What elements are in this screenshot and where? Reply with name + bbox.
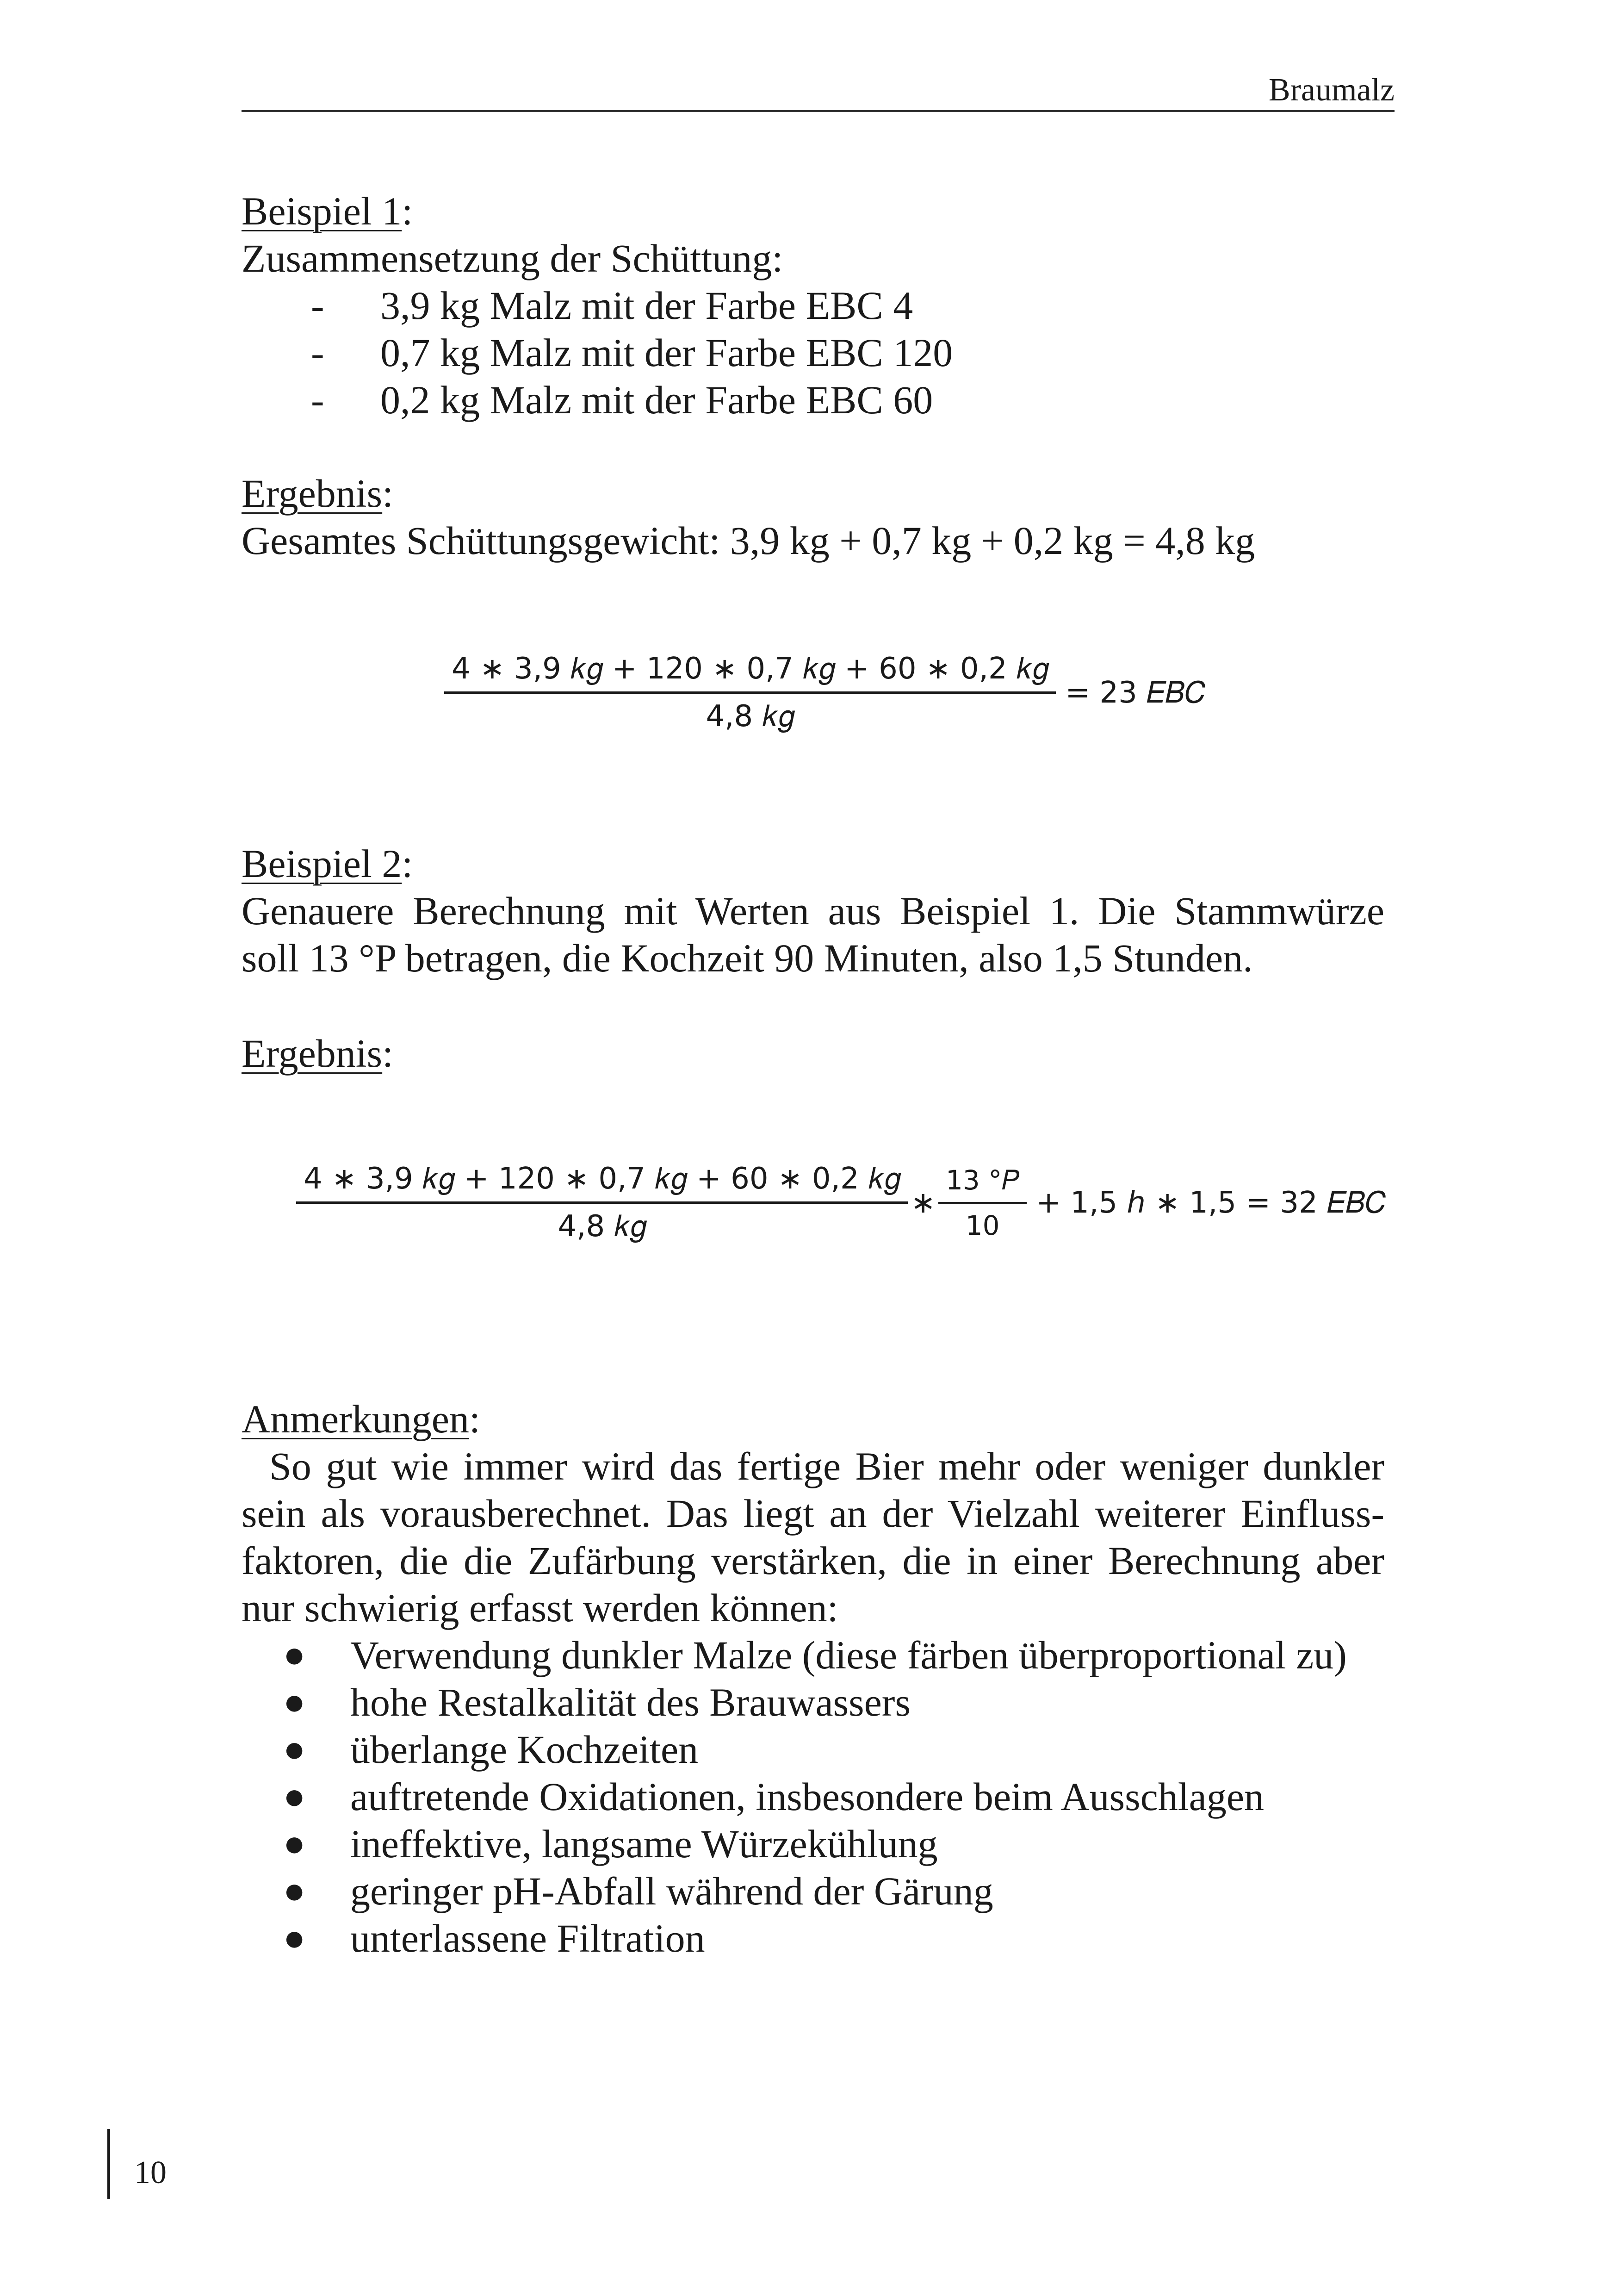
formula-numerator: 4 ∗ 3,9 𝑘𝑔 + 120 ∗ 0,7 𝑘𝑔 + 60 ∗ 0,2 𝑘𝑔 bbox=[304, 1162, 901, 1196]
example-2-heading: Beispiel 2: bbox=[242, 841, 413, 886]
bullet-icon: ● bbox=[283, 1823, 306, 1864]
formula-numerator: 4 ∗ 3,9 𝑘𝑔 + 120 ∗ 0,7 𝑘𝑔 + 60 ∗ 0,2 𝑘𝑔 bbox=[452, 652, 1049, 686]
example-1-heading: Beispiel 1: bbox=[242, 189, 413, 233]
notes-paragraph-line: nur schwierig erfasst werden können: bbox=[242, 1586, 838, 1630]
notes-paragraph-line: So gut wie immer wird das fertige Bier mehr oder weniger dunkler bbox=[269, 1444, 1384, 1488]
list-item: ● unterlassene Filtration bbox=[242, 1915, 1384, 1962]
factors-list bbox=[242, 1631, 1384, 1962]
bullet-icon: ● bbox=[283, 1918, 306, 1959]
bullet-icon: ● bbox=[283, 1776, 306, 1817]
formula-tail: + 1,5 ℎ ∗ 1,5 = 32 𝐸𝐵𝐶 bbox=[1036, 1185, 1387, 1220]
notes-section bbox=[242, 1395, 1384, 1962]
bullet-icon: ● bbox=[283, 1871, 306, 1911]
formula-fraction bbox=[296, 1162, 908, 1244]
result-heading: Ergebnis: bbox=[242, 1031, 394, 1076]
bullet-icon: ● bbox=[283, 1635, 306, 1675]
wort-numerator: 13 °𝑃 bbox=[946, 1164, 1020, 1196]
example-2-result bbox=[242, 1030, 1384, 1077]
list-item: - 0,2 kg Malz mit der Farbe EBC 60 bbox=[311, 378, 933, 422]
notes-paragraph-line: sein als vorausberechnet. Das liegt an der Vielzahl weiterer Einfluss- bbox=[242, 1491, 1384, 1536]
example-2-text-line: Genauere Berechnung mit Werten aus Beispiel 1. Die Stammwürze bbox=[242, 889, 1384, 933]
notes-paragraph-line: faktoren, die die Zufärbung verstärken, die in einer Berechnung aber bbox=[242, 1538, 1384, 1583]
multiply-operator: ∗ bbox=[911, 1185, 936, 1220]
list-item: ● überlange Kochzeiten bbox=[242, 1726, 1384, 1773]
example-2-text-line: soll 13 °P betragen, die Kochzeit 90 Minuten, also 1,5 Stunden. bbox=[242, 936, 1253, 980]
grain-bill-list bbox=[242, 282, 1384, 423]
list-item: - 0,7 kg Malz mit der Farbe EBC 120 bbox=[311, 330, 953, 375]
header-rule bbox=[242, 110, 1395, 112]
formula-result: = 23 𝐸𝐵𝐶 bbox=[1065, 675, 1206, 710]
list-item: ● geringer pH-Abfall während der Gärung bbox=[242, 1867, 1384, 1915]
example-1-section bbox=[242, 187, 1384, 423]
formula-ebc-simple bbox=[444, 652, 1215, 734]
formula-ebc-detailed bbox=[296, 1162, 1396, 1244]
page-number: 10 bbox=[134, 2155, 167, 2190]
example-1-result bbox=[242, 470, 1384, 564]
example-2-section bbox=[242, 840, 1384, 982]
result-heading: Ergebnis: bbox=[242, 471, 394, 516]
example-1-intro: Zusammensetzung der Schüttung: bbox=[242, 236, 783, 280]
formula-fraction bbox=[444, 652, 1056, 734]
bullet-icon: ● bbox=[283, 1682, 306, 1723]
list-item: ● Verwendung dunkler Malze (diese färben überproportional zu) bbox=[242, 1631, 1384, 1679]
list-item: ● ineffektive, langsame Würzekühlung bbox=[242, 1820, 1384, 1867]
total-weight-text: Gesamtes Schüttungsgewicht: 3,9 kg + 0,7 kg + 0,2 kg = 4,8 kg bbox=[242, 518, 1255, 563]
wort-fraction bbox=[938, 1164, 1027, 1241]
wort-denominator: 10 bbox=[965, 1209, 1000, 1241]
running-header: Braumalz bbox=[1268, 72, 1395, 108]
bullet-icon: ● bbox=[283, 1729, 306, 1770]
notes-heading: Anmerkungen: bbox=[242, 1397, 480, 1441]
list-item: ● hohe Restalkalität des Brauwassers bbox=[242, 1679, 1384, 1726]
page-number-bar bbox=[107, 2129, 110, 2199]
list-item: - 3,9 kg Malz mit der Farbe EBC 4 bbox=[311, 283, 913, 328]
formula-denominator: 4,8 𝑘𝑔 bbox=[558, 1209, 646, 1244]
formula-denominator: 4,8 𝑘𝑔 bbox=[706, 699, 794, 734]
list-item: ● auftretende Oxidationen, insbesondere beim Ausschlagen bbox=[242, 1773, 1384, 1820]
